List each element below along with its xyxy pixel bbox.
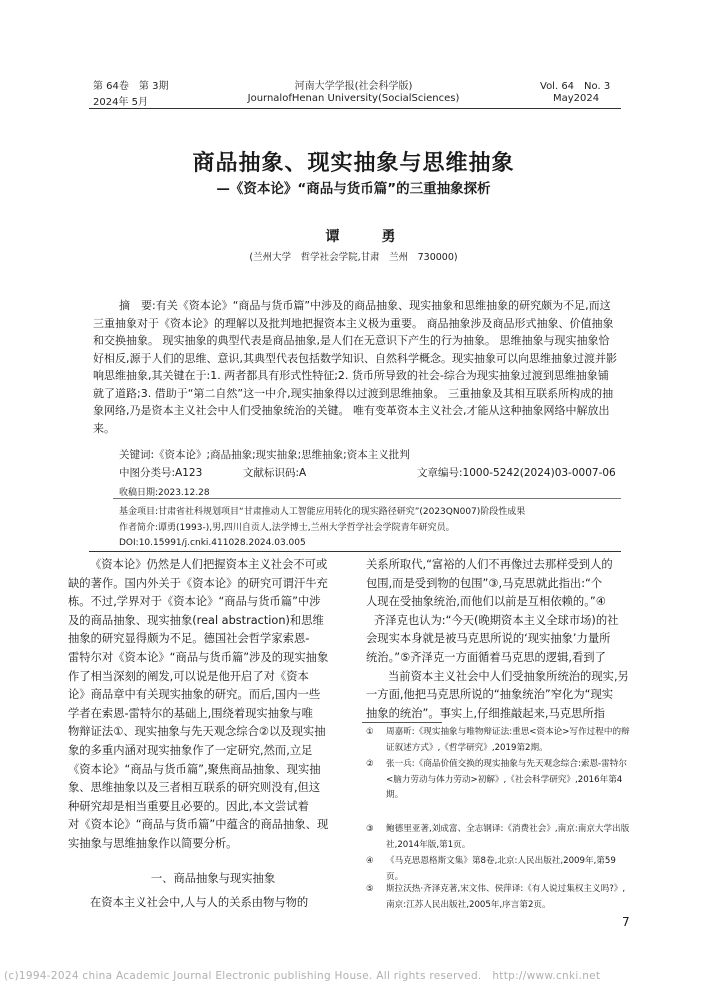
- page-number: 7: [622, 915, 630, 929]
- body-left-column: [68, 556, 358, 854]
- body-line: 对《资本论》“商品与货币篇”中蕴含的商品抽象、现: [68, 818, 329, 832]
- received-date: 收稿日期:2023.12.28: [119, 488, 210, 498]
- footnote-number: ①: [366, 727, 374, 737]
- article-number: [417, 465, 616, 480]
- doc-code-label: 文献标识码:: [243, 467, 300, 479]
- header-date-en: May2024: [553, 93, 600, 104]
- body-line: 《资本论》仍然是人们把握资本主义社会不可或: [90, 558, 328, 571]
- body-line: 关系所取代,“富裕的人们不再像过去那样受到人的: [366, 558, 613, 571]
- header-rule: [89, 108, 621, 109]
- doc-code-value: A: [299, 467, 307, 479]
- body-line: 论》商品章中有关现实抽象的研究。而后,国内一些: [68, 688, 321, 702]
- meta-rule: [113, 498, 621, 499]
- body-line: 及的商品抽象、现实抽象(real abstraction)和思维: [68, 613, 324, 627]
- clc-number: [119, 465, 202, 480]
- body-line: 实抽象与思维抽象作以简要分析。: [68, 836, 238, 850]
- section-heading: 一、商品抽象与现实抽象: [150, 872, 276, 885]
- body-line: 栋。不过,学界对于《资本论》“商品与货币篇”中涉: [68, 595, 321, 609]
- body-line: 象、思维抽象以及三者相互联系的研究则没有,但这: [68, 781, 321, 795]
- body-line: 会现实本身就是被马克思所说的‘现实抽象’力量所: [366, 632, 611, 646]
- clc-value: A123: [175, 467, 203, 479]
- header-volume-cn: 第 64卷 第 3期: [93, 81, 169, 92]
- body-line: 齐泽克也认为:“今天(晚期资本主义全球市场)的社: [374, 613, 619, 627]
- body-line: 缺的著作。国内外关于《资本论》的研究可谓汗牛充: [68, 576, 328, 590]
- keywords-text: 《资本论》;商品抽象;现实抽象;思维抽象;资本主义批判: [154, 449, 410, 461]
- header-journal-cn: 河南大学学报(社会科学版): [294, 81, 413, 92]
- keywords: [119, 447, 410, 462]
- keywords-label: 关键词:: [119, 449, 155, 461]
- abstract-label: 摘 要:: [119, 299, 156, 312]
- header-volume-en: Vol. 64 No. 3: [540, 81, 611, 92]
- article-number-value: 1000-5242(2024)03-0007-06: [462, 467, 616, 479]
- footnote-number: ③: [366, 824, 374, 834]
- section-first-line: 在资本主义社会中,人与人的关系由物与物的: [90, 896, 309, 909]
- author-affiliation: (兰州大学 哲学社会学院,甘肃 兰州 730000): [249, 252, 458, 263]
- body-line: 包围,而是受到物的包围”③,马克思就此指出:“个: [366, 576, 603, 590]
- author-bio: 作者简介:谭勇(1993-),男,四川自贡人,法学博士,兰州大学哲学社会学院青年研究员。: [119, 523, 455, 533]
- body-line: 抽象的统治”。事实上,仔细推敲起来,马克思所指: [366, 706, 605, 720]
- copyright-notice: (c)1994-2024 china Academic Journal Electronic publishing House. All rights reserved. http://www.cnki.net: [4, 970, 601, 982]
- article-title: 商品抽象、现实抽象与思维抽象: [192, 151, 515, 176]
- body-line: 人现在受抽象统治,而他们以前是互相依赖的。”④: [366, 595, 606, 609]
- body-line: 物辩证法①、现实抽象与先天观念综合②以及现实抽: [68, 725, 326, 739]
- body-line: 学者在索恩-雷特尔的基础上,围绕着现实抽象与唯: [68, 706, 313, 720]
- footnote-text: 斯拉沃热·齐泽克著,宋文伟、侯萍译:《有人说过集权主义吗?》,南京:江苏人民出版社,2005年,序言第2页。: [386, 884, 626, 910]
- body-line: 象的多重内涵对现实抽象作了一定研究,然而,立足: [68, 743, 313, 757]
- clc-label: 中图分类号:: [119, 467, 176, 479]
- body-right-column: [366, 556, 642, 723]
- body-line: 种研究却是相当重要且必要的。因此,本文尝试着: [68, 799, 309, 813]
- doc-code: [243, 465, 306, 480]
- footnote-text: 鲍德里亚著,刘成富、全志钢译:《消费社会》,南京:南京大学出版社,2014年版,第1页。: [386, 824, 630, 850]
- body-line: 统治。”⑤齐泽克一方面循着马克思的逻辑,看到了: [366, 650, 606, 664]
- footnote-number: ⑤: [366, 884, 374, 894]
- footnote-text: 张一兵:《商品价值交换的现实抽象与先天观念综合:索恩-雷特尔<脑力劳动与体力劳动>初解》,《社会科学研究》,2016年第4期。: [386, 759, 627, 800]
- footnote-number: ②: [366, 759, 374, 769]
- header-date-cn: 2024年 5月: [93, 97, 148, 108]
- body-line: 一方面,他把马克思所说的“抽象统治”窄化为“现实: [366, 688, 614, 702]
- footnote-number: ④: [366, 856, 374, 866]
- header-journal-en: JournalofHenan University(SocialSciences): [247, 93, 460, 104]
- body-line: 当前资本主义社会中人们受抽象所统治的现实,另: [388, 669, 629, 683]
- body-rule: [89, 551, 621, 552]
- doi: DOI:10.15991/j.cnki.411028.2024.03.005: [119, 538, 306, 548]
- article-number-label: 文章编号:: [417, 467, 463, 479]
- footnote-text: 《马克思恩格斯文集》第8卷,北京:人民出版社,2009年,第59页。: [386, 856, 616, 882]
- body-line: 抽象的研究显得颇为不足。德国社会哲学家索恩-: [68, 632, 310, 646]
- abstract-text: 有关《资本论》“商品与货币篇”中涉及的商品抽象、现实抽象和思维抽象的研究颇为不足,而这三重抽象对于《资本论》的理解以及批判地把握资本主义极为重要。 商品抽象涉及商品形式抽象、价值抽象和交换抽象。 现实抽象的典型代表是商品抽象,是人们在无意识下产生的行为抽象。 思维抽象与现实抽象恰好相反,源于人们的思维、意识,其典型代表包括数学知识、自然科学概念。现实抽象可以向思维抽象过渡并影响思维抽象,其关键在于:1. 两者都具有形式性特征;2. 货币所导致的社会-综合为现实抽象过渡到思维抽象铺就了道路;3. 借助于“第二自然”这一中介,现实抽象得以过渡到思维抽象。 三重抽象及其相互联系所构成的抽象网络,乃是资本主义社会中人们受抽象统治的关键。 唯有变革资本主义社会,才能从这种抽象网络中解放出来。: [93, 299, 617, 435]
- article-subtitle: —《资本论》“商品与货币篇”的三重抽象探析: [216, 181, 491, 197]
- abstract: [93, 297, 619, 437]
- body-line: 作了相当深刻的阐发,可以说是他开启了对《资本: [68, 669, 309, 683]
- funding: 基金项目:甘肃省社科规划项目“甘肃推动人工智能应用转化的现实路径研究”(2023QN007)阶段性成果: [119, 507, 526, 517]
- footnote-text: 周嘉昕:《现实抽象与唯物辩证法:重思<资本论>写作过程中的辩证叙述方式》,《哲学研究》,2019第2期。: [386, 727, 630, 753]
- body-line: 雷特尔对《资本论》“商品与货币篇”涉及的现实抽象: [68, 650, 329, 664]
- footnotes: [366, 725, 632, 915]
- footnote-rule: [362, 722, 442, 723]
- body-line: 《资本论》“商品与货币篇”,聚焦商品抽象、现实抽: [68, 762, 321, 776]
- author-name: 谭 勇: [325, 229, 410, 245]
